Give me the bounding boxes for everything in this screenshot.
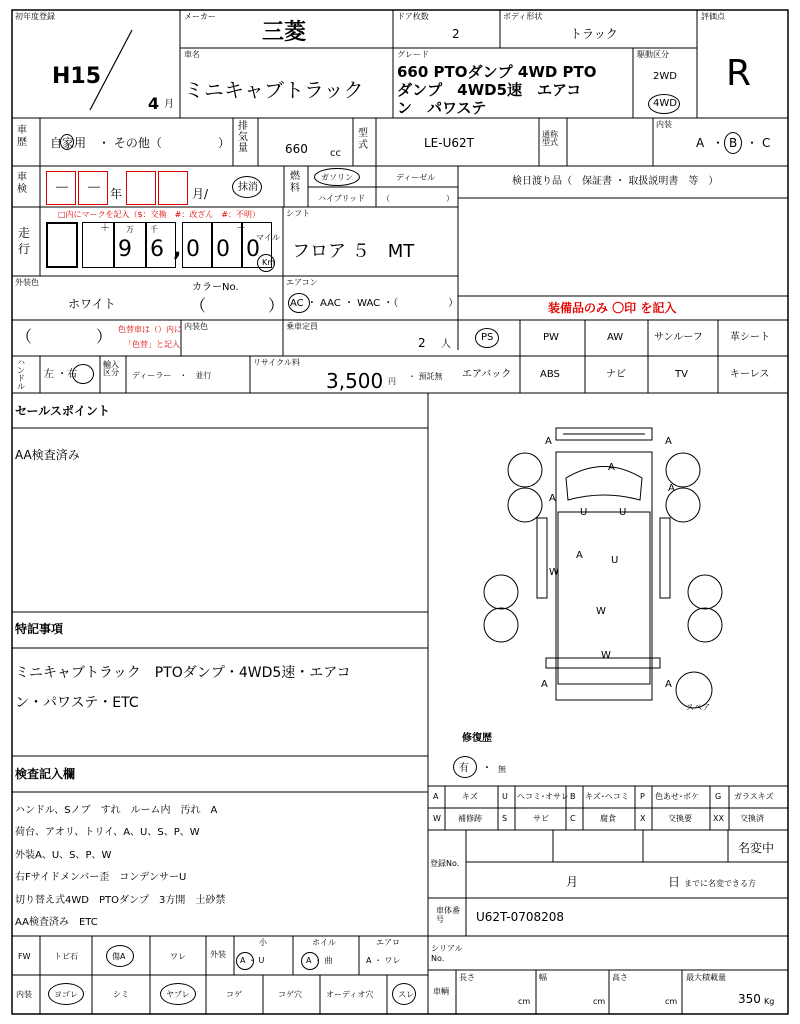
color-change-close: ） — [96, 327, 113, 346]
mileage-mark-box — [46, 222, 78, 268]
aero-values: A ・ ワレ — [366, 956, 401, 965]
wheel-values: A ・ 曲 — [306, 956, 333, 965]
fuel-label: 燃料 — [290, 171, 300, 194]
mileage-comma: , — [173, 237, 182, 262]
grade-line-1: 660 PTOダンプ 4WD PTO — [397, 63, 597, 81]
first-reg-month-unit: 月 — [164, 99, 174, 110]
inspection-dash-1: － — [54, 178, 71, 197]
equipment-header: 装備品のみ 〇印 を記入 — [548, 301, 677, 315]
drive-label: 駆動区分 — [637, 50, 669, 59]
score-value: R — [726, 53, 752, 94]
interior-dirt-circle — [48, 983, 84, 1005]
load-unit: Kg — [764, 997, 775, 1006]
mileage-digit-2: 6 — [150, 237, 164, 262]
mileage-km-circle — [257, 254, 275, 272]
interior-grade-label: 内装 — [656, 120, 672, 129]
repair-no: 無 — [498, 765, 506, 774]
equip-navi: ナビ — [606, 369, 626, 380]
repair-yes-circle — [453, 756, 477, 778]
color-change-note-1: 色替車は（）内に — [118, 325, 182, 334]
doors-label: ドア枚数 — [397, 12, 429, 21]
sales-points-title: セールスポイント — [15, 404, 110, 418]
inspection-line-6: AA検査済み ETC — [15, 917, 98, 928]
inspection-dash-2: － — [86, 178, 103, 197]
damage-mark: W — [596, 606, 606, 617]
recycle-label: リサイクル料 — [253, 358, 300, 367]
color-no-label: カラーNo. — [192, 282, 239, 293]
equip-sunroof: サンルーフ — [654, 332, 703, 343]
damage-mark: A — [541, 679, 548, 690]
capacity-unit: 人 — [441, 339, 451, 350]
legend-desc-w: 補修跡 — [458, 814, 482, 823]
legend-desc-b: キズ･ヘコミ — [585, 792, 629, 801]
wheel-label: ホイル — [312, 938, 336, 947]
special-notes-line-1: ミニキャブトラック PTOダンプ・4WD5速・エアコ — [15, 665, 351, 681]
chassis-value: U62T-0708208 — [476, 910, 565, 924]
equip-keyless: キーレス — [730, 369, 770, 380]
exterior-color-value: ホワイト — [68, 297, 116, 311]
equip-leather: 革シート — [730, 332, 770, 343]
mileage-digit-3: 0 — [186, 237, 200, 262]
import-label: 輸入区分 — [103, 360, 119, 377]
doors-value: 2 — [452, 27, 460, 41]
legend-code-xx: XX — [713, 814, 724, 823]
handle-value: 左 ・右 — [44, 369, 78, 380]
repair-dot: ・ — [482, 763, 492, 774]
inspection-month-box-2 — [158, 171, 188, 205]
aircon-ac-circle — [288, 293, 310, 313]
color-change-open: （ — [16, 327, 33, 346]
recycle-value: 3,500 — [326, 369, 384, 393]
inspection-line-1: ハンドル、Sノブ すれ ルーム内 汚れ A — [15, 805, 218, 816]
mileage-note: □内にマークを記入（$：交換 #：改ざん #：不明） — [58, 210, 261, 219]
first-reg-label: 初年度登録 — [15, 12, 55, 21]
damage-mark: W — [549, 567, 559, 578]
fw-scratch: 傷A — [112, 952, 126, 961]
maker-label: メーカー — [184, 12, 216, 21]
interior-audio-hole: オーディオ穴 — [326, 990, 374, 999]
displacement-value: 660 — [285, 142, 308, 156]
aircon-value: AC ・ AAC ・ WAC ・（ ） — [290, 298, 459, 309]
repair-label: 修復歴 — [462, 733, 492, 744]
chassis-label: 車体番号 — [436, 906, 460, 924]
legend-desc-c: 腐食 — [600, 814, 616, 823]
mileage-man: 万 — [126, 225, 134, 234]
interior-grade-dot-1: ・ — [712, 136, 725, 150]
width-unit: cm — [593, 997, 606, 1006]
width-label: 幅 — [539, 973, 547, 982]
grade-line-2: ダンプ 4WD5速 エアコ — [397, 81, 582, 99]
fuel-gasoline: ガソリン — [321, 173, 353, 182]
exterior-parts-label: 外装 — [210, 950, 226, 959]
interior-dirt: ヨゴレ — [54, 990, 78, 999]
legend-code-c: C — [570, 814, 576, 823]
common-model-label: 通称型式 — [542, 130, 558, 147]
dimensions-label: 車輌 — [433, 987, 449, 996]
interior-color-label: 内装色 — [184, 322, 208, 331]
equip-pw: PW — [543, 332, 559, 343]
registration-day: 日 — [668, 875, 681, 889]
damage-mark: A — [549, 493, 556, 504]
small-values: A ・ U — [240, 956, 265, 965]
interior-parts-label: 内装 — [16, 990, 32, 999]
small-label: 小 — [259, 938, 267, 947]
interior-burn-hole: コゲ穴 — [278, 990, 302, 999]
legend-desc-xx: 交換済 — [740, 814, 764, 823]
damage-mark: U — [619, 507, 627, 518]
interior-grade-c: C — [762, 136, 771, 150]
fw-scratch-circle — [106, 945, 134, 967]
legend-code-b: B — [570, 792, 576, 801]
damage-mark: U — [580, 507, 588, 518]
legend-desc-s: サビ — [533, 814, 549, 823]
fw-crack: ワレ — [170, 952, 186, 961]
equip-ps-circle — [475, 328, 499, 348]
damage-mark: A — [665, 436, 672, 447]
equip-tv: TV — [675, 369, 688, 380]
inspection-month-box-1 — [126, 171, 156, 205]
fuel-hybrid: ハイブリッド — [318, 194, 366, 203]
docs-header: 検日渡り品（ 保証書 ・ 取扱説明書 等 ） — [512, 176, 719, 187]
displacement-unit: cc — [330, 148, 341, 159]
capacity-value: 2 — [418, 336, 426, 350]
legend-code-s: S — [502, 814, 508, 823]
damage-mark: W — [601, 650, 611, 661]
legend-code-g: G — [715, 792, 722, 801]
mileage-digit-1: 9 — [118, 237, 132, 262]
registration-deadline: までに名変できる方 — [684, 879, 756, 888]
sales-points-text: AA検査済み — [15, 448, 80, 462]
drive-2wd: 2WD — [653, 71, 677, 82]
special-notes-line-2: ン・パワステ・ETC — [15, 695, 139, 711]
car-name-value: ミニキャブトラック — [184, 78, 364, 102]
displacement-label: 排気量 — [238, 121, 248, 154]
interior-grade-a: A — [696, 136, 705, 150]
score-label: 評価点 — [701, 12, 725, 21]
registration-label: 登録No. — [430, 859, 460, 868]
mileage-digit-5: 0 — [246, 237, 260, 262]
interior-wear: スレ — [398, 990, 414, 999]
interior-tear-circle — [160, 983, 196, 1005]
special-notes-title: 特記事項 — [15, 622, 64, 636]
repair-yes: 有 — [459, 763, 469, 774]
color-no-close: ） — [268, 296, 285, 315]
legend-code-x: X — [640, 814, 646, 823]
interior-grade-b: B — [729, 136, 738, 150]
damage-mark: A — [668, 483, 675, 494]
handle-right-circle — [72, 364, 94, 384]
small-a-circle — [236, 952, 254, 970]
legend-desc-u: ヘコミ･オサレ — [517, 792, 569, 801]
inspection-year-unit: 年 — [110, 187, 123, 201]
shift-label: シフト — [286, 209, 310, 218]
height-unit: cm — [665, 997, 678, 1006]
capacity-label: 乗車定員 — [286, 322, 318, 331]
car-name-label: 車名 — [184, 50, 200, 59]
history-value: 自家用 ・ その他（ — [50, 136, 162, 150]
grade-line-3: ン パワステ — [397, 99, 487, 117]
legend-desc-a: キズ — [462, 792, 478, 801]
legend-desc-g: ガラスキズ — [734, 792, 774, 801]
registration-month: 月 — [566, 875, 579, 889]
name-change: 名変中 — [738, 841, 775, 855]
history-label: 車歴 — [17, 125, 27, 148]
equip-abs: ABS — [540, 369, 560, 380]
height-label: 高さ — [612, 973, 628, 982]
model-value: LE-U62T — [424, 136, 474, 150]
model-label: 型式 — [358, 128, 368, 151]
interior-grade-dot-2: ・ — [746, 136, 759, 150]
fuel-gasoline-circle — [314, 168, 360, 186]
mileage-minus: － — [236, 223, 246, 234]
first-reg-month: 4 — [148, 94, 160, 113]
inspection-label: 車検 — [17, 172, 27, 195]
load-label: 最大積載量 — [686, 973, 726, 982]
mileage-digit-4: 0 — [216, 237, 230, 262]
mileage-sen: 千 — [150, 225, 158, 234]
load-value: 350 — [738, 992, 761, 1006]
damage-mark: A — [665, 679, 672, 690]
recycle-deposit: ・ 預託無 — [408, 372, 443, 381]
fw-chip: トビ石 — [54, 952, 78, 961]
aero-label: エアロ — [376, 938, 400, 947]
spare-label: スペア — [686, 703, 710, 712]
legend-code-w: W — [433, 814, 441, 823]
fuel-other-open: （ — [382, 194, 390, 203]
mileage-km: Km — [262, 258, 276, 267]
damage-mark: A — [608, 462, 615, 473]
length-label: 長さ — [459, 973, 475, 982]
equip-ps: PS — [481, 332, 494, 343]
color-change-note-2: 「色替」と記入 — [124, 340, 180, 349]
body-value: トラック — [570, 27, 618, 41]
legend-desc-x: 交換要 — [668, 814, 692, 823]
handle-label: ハンドル — [17, 358, 25, 391]
inspection-line-4: 右Fサイドメンバー歪 コンデンサーU — [15, 872, 187, 883]
mileage-label: 走行 — [18, 226, 31, 256]
recycle-yen: 円 — [388, 377, 396, 386]
aircon-label: エアコン — [286, 278, 318, 287]
length-unit: cm — [518, 997, 531, 1006]
legend-code-u: U — [502, 792, 508, 801]
inspection-massho: 抹消 — [238, 182, 258, 193]
inspection-month-unit: 月/ — [192, 187, 209, 201]
maker-value: 三菱 — [262, 20, 307, 45]
fuel-diesel: ディーゼル — [396, 173, 436, 182]
damage-mark: U — [611, 555, 619, 566]
interior-wear-circle — [392, 983, 416, 1005]
interior-grade-b-circle — [724, 132, 742, 154]
damage-mark: A — [576, 550, 583, 561]
legend-code-a: A — [433, 792, 439, 801]
serial-label: シリアルNo. — [431, 944, 463, 963]
fuel-other-close: ） — [446, 194, 454, 203]
grade-label: グレード — [397, 50, 429, 59]
equip-aw: AW — [607, 332, 624, 343]
wheel-a-circle — [301, 952, 319, 970]
mileage-plus: ＋ — [100, 223, 110, 234]
import-value: ディーラー ・ 並行 — [132, 371, 212, 380]
legend-desc-p: 色あせ･ボケ — [655, 792, 699, 801]
inspection-line-2: 荷台、アオリ、トリイ、A、U、S、P、W — [15, 827, 200, 838]
interior-tear: ヤブレ — [166, 990, 190, 999]
fw-label: FW — [18, 952, 31, 961]
inspection-line-3: 外装A、U、S、P、W — [15, 850, 112, 861]
massho-circle — [232, 176, 262, 198]
exterior-color-label: 外装色 — [15, 278, 39, 287]
interior-stain: シミ — [113, 990, 129, 999]
damage-mark: A — [545, 436, 552, 447]
inspection-notes-title: 検査記入欄 — [15, 767, 76, 781]
interior-burn: コゲ — [226, 990, 242, 999]
drive-4wd-circle — [648, 94, 680, 114]
equip-airbag: エアバック — [462, 369, 512, 380]
history-close: ） — [218, 136, 231, 150]
color-no-open: （ — [190, 296, 207, 315]
body-label: ボディ形状 — [503, 12, 543, 21]
legend-code-p: P — [640, 792, 645, 801]
inspection-line-5: 切り替え式4WD PTOダンプ 3方開 土砂禁 — [15, 895, 226, 906]
first-reg-year: H15 — [52, 64, 102, 89]
drive-4wd: 4WD — [653, 98, 677, 109]
history-private-circle — [60, 134, 74, 150]
shift-value: フロア ５ MT — [292, 241, 415, 262]
mileage-mile: マイル — [256, 233, 280, 242]
